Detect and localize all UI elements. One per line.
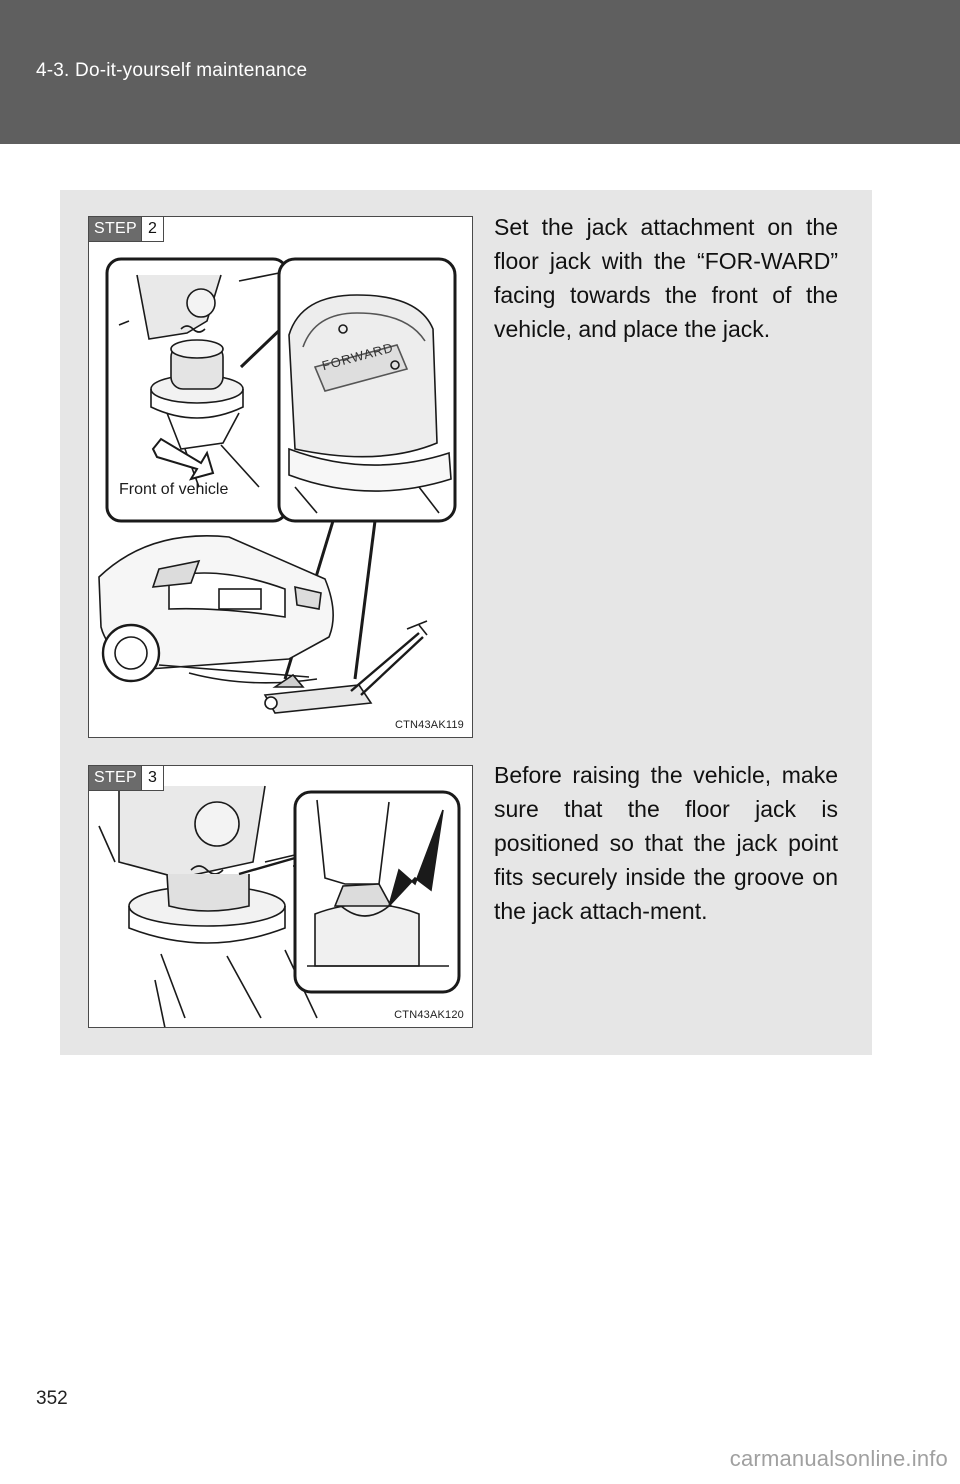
figure-code: CTN43AK120	[394, 1009, 464, 1021]
step-label: STEP	[89, 766, 141, 790]
forward-marking: FORWARD	[320, 339, 396, 374]
instruction-panel	[60, 190, 872, 1055]
step-3-badge	[89, 766, 164, 791]
step-3-illustration	[88, 765, 473, 1028]
step-2-badge	[89, 217, 164, 242]
step-label: STEP	[89, 217, 141, 241]
section-title: 4-3. Do-it-yourself maintenance	[36, 60, 308, 81]
watermark: carmanualsonline.info	[729, 1446, 948, 1471]
jack-point-drawing	[89, 766, 473, 1028]
step-3-description: Before raising the vehicle, make sure that the floor jack is positioned so that the jack point fits securely inside the groove on the jack attach-ment.	[494, 762, 838, 924]
page-header	[0, 0, 960, 144]
figure-code: CTN43AK119	[394, 719, 464, 731]
jack-placement-drawing	[89, 217, 473, 738]
page-number: 352	[36, 1388, 68, 1409]
step-2-description: Set the jack attachment on the floor jack with the “FOR-WARD” facing towards the front of the vehicle, and place the jack.	[494, 214, 838, 342]
step-number: 2	[141, 217, 163, 241]
front-of-vehicle-label: Front of vehicle	[119, 481, 229, 498]
step-number: 3	[141, 766, 163, 790]
step-2-illustration	[88, 216, 473, 738]
